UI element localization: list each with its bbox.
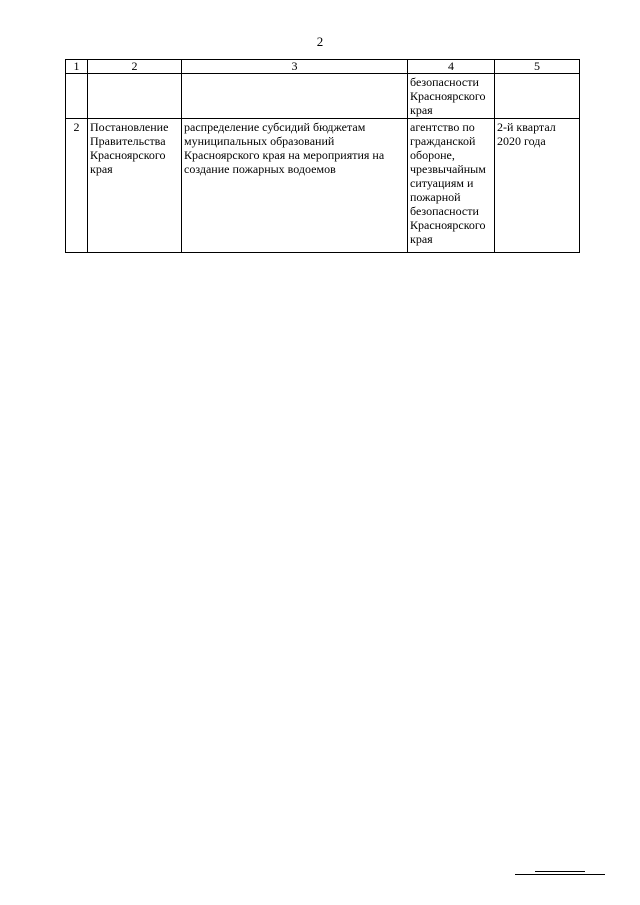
page-number: 2 <box>316 34 324 49</box>
row-2-number: 2 <box>66 119 88 253</box>
footer-line <box>515 874 605 875</box>
column-header-4: 4 <box>408 60 495 74</box>
column-header-3: 3 <box>182 60 408 74</box>
table-row <box>66 119 580 253</box>
table-header-row <box>66 60 580 74</box>
row-1-subject <box>182 74 408 119</box>
row-2-subject: распределение субсидий бюджетам муниципальных образований Красноярского края на мероприятия на создание пожарных водоемов <box>182 119 408 253</box>
document-table <box>65 59 580 253</box>
row-2-responsible: агентство по гражданской обороне, чрезвычайным ситуациям и пожарной безопасности Красноярского края <box>408 119 495 253</box>
row-1-number <box>66 74 88 119</box>
column-header-1: 1 <box>66 60 88 74</box>
row-2-document-type: Постановление Правительства Красноярского края <box>88 119 182 253</box>
table-row <box>66 74 580 119</box>
row-1-document-type <box>88 74 182 119</box>
column-header-5: 5 <box>495 60 580 74</box>
row-1-responsible: безопасности Красноярского края <box>408 74 495 119</box>
column-header-2: 2 <box>88 60 182 74</box>
row-1-deadline <box>495 74 580 119</box>
row-2-deadline: 2-й квартал 2020 года <box>495 119 580 253</box>
footer-line <box>535 871 585 872</box>
